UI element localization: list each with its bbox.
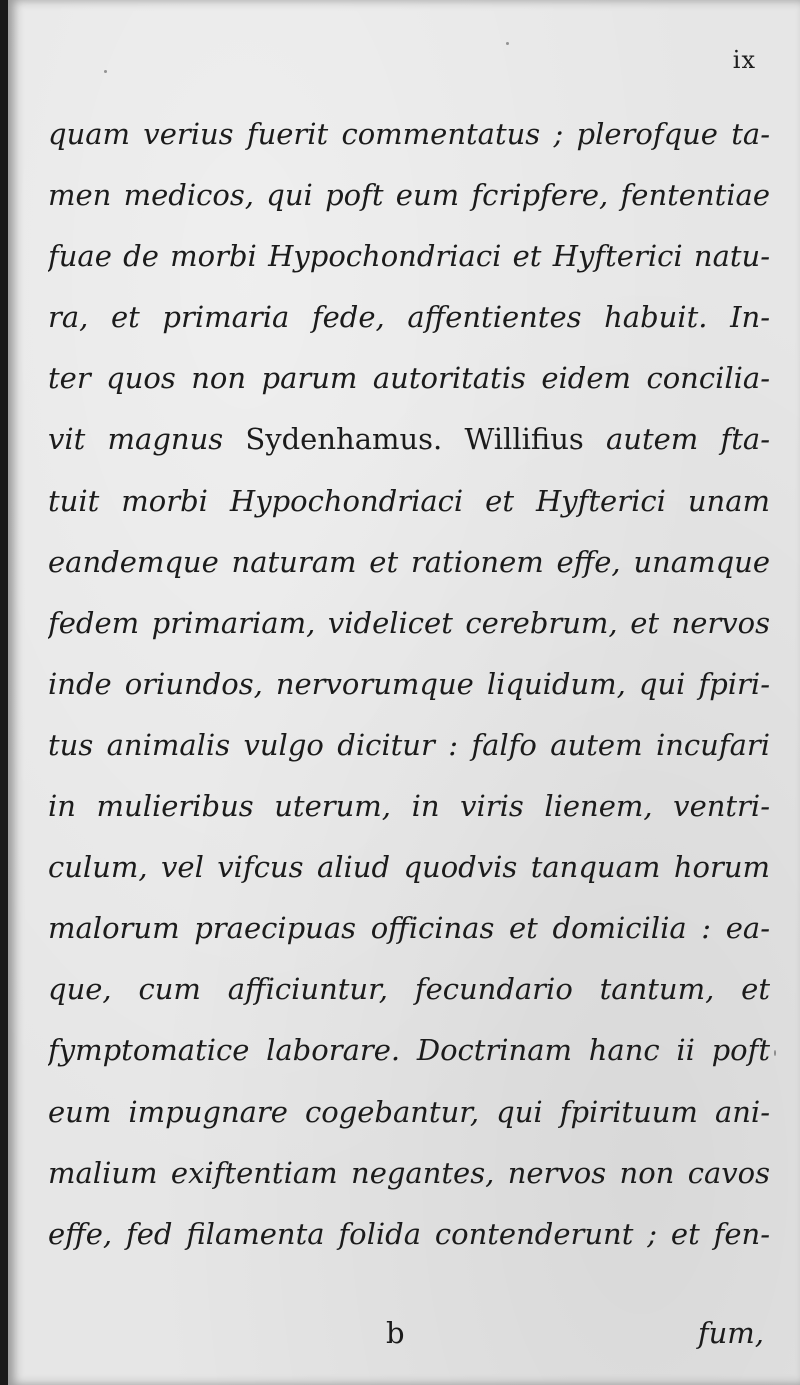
italic-text-segment: in mulieribus uterum, in viris lienem, ventri- (48, 789, 770, 824)
italic-text-segment: culum, vel vifcus aliud quodvis tanquam horum (48, 850, 770, 885)
text-line (48, 593, 770, 654)
body-text (48, 104, 770, 1265)
text-line (48, 226, 770, 287)
italic-text-segment: fuae de morbi Hypochondriaci et Hyfterici natu- (48, 239, 770, 274)
italic-text-segment: eum impugnare cogebantur, qui fpirituum ani- (48, 1094, 770, 1129)
binding-shadow (0, 0, 8, 1385)
italic-text-segment: eandemque naturam et rationem effe, unamque (48, 544, 770, 579)
text-line (48, 532, 770, 593)
italic-text-segment: malorum praecipuas officinas et domicilia : ea- (48, 911, 770, 946)
italic-text-segment: fymptomatice laborare. Doctrinam hanc ii poft (48, 1033, 770, 1068)
italic-text-segment: autem fta- (606, 422, 770, 457)
text-line (48, 1020, 770, 1081)
italic-text-segment: effe, fed filamenta folida contenderunt ; et fen- (48, 1216, 770, 1251)
text-line (48, 1204, 770, 1265)
italic-text-segment: que, cum afficiuntur, fecundario tantum, et (48, 972, 770, 1007)
text-line (48, 165, 770, 226)
text-line (48, 1143, 770, 1204)
signature-mark: b (386, 1316, 405, 1350)
text-line (48, 654, 770, 715)
text-line (48, 715, 770, 776)
footer-line (48, 1316, 770, 1360)
roman-text-segment: Sydenhamus. Willifius (245, 422, 607, 457)
italic-text-segment: men medicos, qui poft eum fcripfere, fententiae (48, 178, 770, 213)
text-line (48, 104, 770, 165)
italic-text-segment: malium exiftentiam negantes, nervos non cavos (48, 1155, 770, 1190)
italic-text-segment: quam verius fuerit commentatus ; plerofque ta- (48, 117, 770, 151)
italic-text-segment: inde oriundos, nervorumque liquidum, qui fpiri- (48, 666, 770, 701)
italic-text-segment: ra, et primaria fede, affentientes habuit. In- (48, 300, 770, 335)
italic-text-segment: tus animalis vulgo dicitur : falfo autem incufari (48, 727, 770, 762)
italic-text-segment: ter quos non parum autoritatis eidem concilia- (48, 361, 770, 396)
text-line (48, 1082, 770, 1143)
italic-text-segment: vit magnus (48, 422, 246, 457)
catchword: fum, (697, 1316, 764, 1350)
text-line (48, 348, 770, 409)
text-line (48, 287, 770, 348)
page-number: ix (732, 46, 756, 74)
text-line (48, 409, 770, 470)
text-line (48, 837, 770, 898)
paper-speck (506, 42, 509, 45)
text-line (48, 471, 770, 532)
book-page (8, 0, 800, 1385)
paper-speck (774, 1050, 776, 1056)
text-line (48, 898, 770, 959)
paper-speck (104, 70, 107, 73)
italic-text-segment: fedem primariam, videlicet cerebrum, et nervos (48, 605, 770, 640)
italic-text-segment: tuit morbi Hypochondriaci et Hyfterici unam (48, 483, 770, 518)
text-line (48, 959, 770, 1020)
text-line (48, 776, 770, 837)
